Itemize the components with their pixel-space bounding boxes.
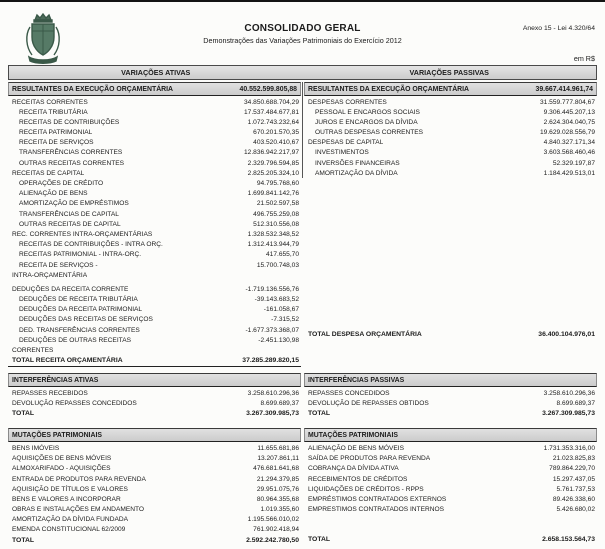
- row-value: 1.072.743.232,64: [247, 118, 299, 126]
- section-header: [304, 373, 597, 387]
- section-header: [8, 428, 301, 442]
- total-row: [8, 536, 301, 546]
- table-row: [8, 515, 301, 525]
- row-label: OUTRAS RECEITAS DE CAPITAL: [19, 220, 121, 228]
- row-label: TOTAL: [308, 410, 331, 418]
- row-label: OUTRAS RECEITAS CORRENTES: [19, 159, 125, 167]
- total-row: [8, 409, 301, 419]
- row-label: OPERAÇÕES DE CRÉDITO: [19, 180, 104, 187]
- table-row: [8, 159, 301, 169]
- interferencias-ativas-section: [8, 373, 301, 419]
- statement-body: [8, 82, 597, 546]
- row-value: -2.451.130,98: [258, 336, 299, 344]
- row-label: LIQUIDAÇÕES DE CRÉDITOS - RPPS: [308, 485, 424, 493]
- row-label: REPASSES RECEBIDOS: [12, 389, 88, 397]
- table-row: [8, 475, 301, 485]
- table-row: [304, 444, 597, 454]
- row-value: 9.306.445.207,13: [543, 108, 595, 116]
- report-title: CONSOLIDADO GERAL: [244, 23, 361, 34]
- table-row: [8, 220, 301, 230]
- resultantes-band: [8, 82, 597, 367]
- table-row: [8, 189, 301, 199]
- table-row: [8, 98, 301, 108]
- row-label: BENS IMÓVEIS: [12, 444, 60, 452]
- row-label: DED. TRANSFERÊNCIAS CORRENTES: [19, 326, 140, 334]
- table-row: [304, 485, 597, 495]
- table-row: [8, 326, 301, 336]
- row-label: RECEITA PATRIMONIAL: [19, 129, 93, 137]
- table-row: [8, 148, 301, 158]
- row-value: 670.201.570,35: [253, 129, 299, 137]
- row-value: 89.426.338,60: [552, 495, 595, 503]
- table-row: [8, 336, 301, 346]
- row-label: DEDUÇÕES DE OUTRAS RECEITAS: [19, 336, 131, 344]
- section-title: MUTAÇÕES PATRIMONIAIS: [12, 431, 102, 439]
- total-row: [304, 409, 597, 419]
- section-title: RESULTANTES DA EXECUÇÃO ORÇAMENTÁRIA: [308, 85, 470, 93]
- row-value: 29.951.075,76: [256, 485, 299, 493]
- row-label: DEVOLUÇÃO REPASSES CONCEDIDOS: [12, 400, 137, 408]
- row-label: OUTRAS DESPESAS CORRENTES: [315, 129, 424, 137]
- row-label: RECEITA DE SERVIÇOS: [19, 139, 94, 147]
- table-row: [8, 250, 301, 260]
- row-value: 2.825.205.324,10: [247, 169, 299, 177]
- spacer: [304, 179, 597, 330]
- table-row: [8, 346, 301, 356]
- row-value: 2.658.153.564,73: [542, 536, 595, 544]
- table-row: [304, 148, 597, 158]
- table-row: [8, 444, 301, 454]
- row-label: DEDUÇÕES DE RECEITA TRIBUTÁRIA: [19, 296, 138, 304]
- section-total: 39.667.414.961,74: [535, 85, 593, 93]
- row-value: 34.850.688.704,29: [243, 98, 299, 106]
- table-row: [8, 210, 301, 220]
- section-rows: [304, 96, 597, 179]
- table-row: [8, 199, 301, 209]
- row-label: ALIENAÇÃO DE BENS MÓVEIS: [308, 444, 405, 452]
- resultantes-ativas-section: [8, 82, 301, 367]
- row-label: INVERSÕES FINANCEIRAS: [315, 159, 400, 167]
- section-title: INTERFERÊNCIAS PASSIVAS: [308, 376, 405, 384]
- row-label: AQUISIÇÃO DE TÍTULOS E VALORES: [12, 485, 128, 493]
- row-value: 94.795.768,60: [256, 180, 299, 187]
- section-header: [304, 428, 597, 442]
- row-label: RECEITAS DE CONTRIBUIÇÕES: [19, 118, 120, 126]
- table-row: [8, 305, 301, 315]
- row-label: TOTAL: [12, 536, 35, 544]
- section-title: INTERFERÊNCIAS ATIVAS: [12, 376, 99, 384]
- mutacoes-band: [8, 428, 597, 545]
- row-label: DEVOLUÇÃO DE REPASSES OBTIDOS: [308, 400, 429, 408]
- table-row: [8, 261, 301, 271]
- column-divider: [302, 82, 303, 178]
- row-value: 3.258.610.296,36: [543, 389, 595, 397]
- row-value: 3.267.309.985,73: [246, 410, 299, 418]
- table-row: [8, 295, 301, 305]
- row-label: ENTRADA DE PRODUTOS PARA REVENDA: [12, 475, 146, 483]
- table-row: [8, 389, 301, 399]
- table-row: [304, 159, 597, 169]
- table-row: [304, 475, 597, 485]
- row-value: 11.655.681,86: [257, 444, 299, 452]
- row-value: -161.058,67: [263, 306, 299, 314]
- row-label: CORRENTES: [12, 347, 54, 354]
- table-row: [304, 464, 597, 474]
- table-row: [304, 108, 597, 118]
- variations-ativas-header: VARIAÇÕES ATIVAS: [121, 68, 191, 77]
- table-row: [8, 271, 301, 281]
- report-subtitle: Demonstrações das Variações Patrimoniais do Exercício 2012: [203, 36, 402, 45]
- table-row: [8, 230, 301, 240]
- table-row: [304, 505, 597, 515]
- row-label: ALMOXARIFADO - AQUISIÇÕES: [12, 465, 111, 473]
- row-value: 1.019.355,60: [260, 506, 299, 514]
- row-label: TOTAL: [308, 536, 331, 544]
- table-row: [8, 169, 301, 179]
- section-rows: [8, 387, 301, 409]
- table-row: [8, 118, 301, 128]
- row-value: 15.700.748,03: [256, 261, 299, 269]
- table-row: [304, 169, 597, 179]
- row-label: REC. CORRENTES INTRA-ORÇAMENTÁRIAS: [12, 230, 153, 238]
- row-value: 31.559.777.804,67: [539, 98, 595, 106]
- row-label: TRANSFERÊNCIAS DE CAPITAL: [19, 210, 119, 218]
- table-row: [304, 118, 597, 128]
- row-label: DESPESAS DE CAPITAL: [308, 139, 384, 147]
- row-value: -39.143.683,52: [254, 296, 299, 304]
- row-label: RECEITA TRIBUTÁRIA: [19, 108, 88, 116]
- row-label: COBRANÇA DA DÍVIDA ATIVA: [308, 465, 399, 473]
- row-value: 3.267.309.985,73: [542, 410, 595, 418]
- row-label: AQUISIÇÕES DE BENS MÓVEIS: [12, 455, 112, 463]
- row-value: 17.537.484.677,81: [243, 108, 299, 116]
- title-block: [0, 2, 605, 45]
- row-label: TRANSFERÊNCIAS CORRENTES: [19, 149, 123, 157]
- total-row: [304, 535, 597, 545]
- table-row: [8, 505, 301, 515]
- row-value: 21.294.379,85: [256, 475, 299, 483]
- row-value: 37.285.289.820,15: [242, 357, 299, 365]
- row-value: -7.315,52: [271, 316, 299, 324]
- row-value: -1.677.373.368,07: [245, 326, 299, 334]
- row-label: EMENDA CONSTITUCIONAL 62/2009: [12, 526, 126, 534]
- row-label: INTRA-ORÇAMENTÁRIA: [12, 271, 88, 279]
- table-row: [304, 138, 597, 148]
- section-title: RESULTANTES DA EXECUÇÃO ORÇAMENTÁRIA: [12, 85, 174, 93]
- table-row: [8, 108, 301, 118]
- row-value: 12.836.942.217,97: [243, 149, 299, 157]
- section-header: [8, 82, 301, 96]
- table-row: [8, 315, 301, 325]
- row-value: 52.329.197,87: [552, 159, 595, 167]
- variations-header-bar: [8, 65, 597, 80]
- row-label: OBRAS E INSTALAÇÕES EM ANDAMENTO: [12, 506, 145, 514]
- section-rows: [8, 96, 301, 356]
- row-value: 13.207.861,11: [257, 455, 299, 463]
- row-value: 2.624.304.040,75: [543, 118, 595, 126]
- table-row: [304, 454, 597, 464]
- row-value: 1.699.841.142,76: [247, 190, 299, 198]
- row-label: DEDUÇÕES DA RECEITA PATRIMONIAL: [19, 306, 143, 314]
- row-label: JUROS E ENCARGOS DA DÍVIDA: [315, 118, 418, 126]
- row-label: DEDUÇÕES DA RECEITA CORRENTE: [12, 285, 129, 293]
- row-value: 476.681.641,68: [253, 465, 299, 473]
- row-value: 2.329.796.594,85: [247, 159, 299, 167]
- table-row: [8, 525, 301, 535]
- section-header: [304, 82, 597, 96]
- row-value: 36.400.104.976,01: [538, 331, 595, 338]
- row-label: INVESTIMENTOS: [315, 149, 369, 157]
- variations-passivas-header: VARIAÇÕES PASSIVAS: [409, 68, 489, 77]
- row-label: AMORTIZAÇÃO DA DÍVIDA FUNDADA: [12, 516, 129, 524]
- row-value: 8.699.689,37: [260, 400, 299, 408]
- row-label: REPASSES CONCEDIDOS: [308, 389, 390, 397]
- report-header: [0, 2, 605, 65]
- table-row: [8, 454, 301, 464]
- row-value: 1.195.566.010,02: [247, 516, 299, 524]
- table-row: [304, 128, 597, 138]
- row-value: 1.731.353.316,00: [543, 444, 595, 452]
- row-value: 512.310.556,08: [253, 220, 299, 228]
- row-value: 403.520.410,67: [253, 139, 299, 147]
- row-value: 21.023.825,83: [552, 455, 595, 463]
- row-value: 3.258.610.296,36: [247, 389, 299, 397]
- row-value: 80.964.355,68: [256, 495, 299, 503]
- table-row: [8, 128, 301, 138]
- table-row: [304, 98, 597, 108]
- row-label: EMPRESTIMOS CONTRATADOS INTERNOS: [308, 506, 445, 514]
- row-label: SAÍDA DE PRODUTOS PARA REVENDA: [308, 455, 431, 463]
- row-label: PESSOAL E ENCARGOS SOCIAIS: [315, 108, 420, 116]
- table-row: [8, 485, 301, 495]
- currency-note: em R$: [573, 54, 595, 63]
- row-label: RECEITAS CORRENTES: [12, 98, 88, 106]
- row-value: 2.592.242.780,50: [246, 536, 299, 544]
- table-row: [8, 240, 301, 250]
- row-value: [295, 271, 299, 281]
- row-label: AMORTIZAÇÃO DE EMPRÉSTIMOS: [19, 200, 129, 208]
- row-value: 496.755.259,08: [253, 210, 299, 218]
- table-row: [304, 399, 597, 409]
- section-rows: [304, 442, 597, 515]
- row-label: RECEBIMENTOS DE CRÉDITOS: [308, 475, 408, 483]
- row-value: 19.629.028.556,79: [539, 129, 595, 137]
- table-row: [304, 389, 597, 399]
- row-value: 1.312.413.944,79: [247, 241, 299, 249]
- row-label: DESPESAS CORRENTES: [308, 98, 387, 106]
- row-label: TOTAL: [12, 410, 35, 418]
- resultantes-passivas-section: [304, 82, 597, 367]
- row-value: 789.864.229,70: [549, 465, 595, 473]
- row-label: TOTAL DESPESA ORÇAMENTÁRIA: [308, 331, 422, 338]
- interferencias-passivas-section: [304, 373, 597, 419]
- section-total: 40.552.599.805,88: [239, 85, 297, 93]
- table-row: [8, 399, 301, 409]
- row-value: [295, 346, 299, 356]
- row-label: AMORTIZAÇÃO DA DÍVIDA: [315, 169, 398, 177]
- table-row: [8, 179, 301, 189]
- table-row: [8, 495, 301, 505]
- section-header: [8, 373, 301, 387]
- row-label: RECEITAS DE CAPITAL: [12, 169, 85, 177]
- section-rows: [304, 387, 597, 409]
- section-rows: [8, 442, 301, 535]
- row-label: RECEITAS DE CONTRIBUIÇÕES - INTRA ORÇ.: [19, 241, 163, 249]
- table-row: [8, 285, 301, 295]
- total-row: [304, 330, 597, 340]
- total-row: [8, 356, 301, 367]
- section-title: MUTAÇÕES PATRIMONIAIS: [308, 431, 398, 439]
- table-row: [8, 138, 301, 148]
- mutacoes-ativas-section: [8, 428, 301, 545]
- row-value: 5.426.680,02: [556, 506, 595, 514]
- row-label: ALIENAÇÃO DE BENS: [19, 190, 88, 198]
- city-coat-of-arms-icon: [22, 11, 64, 66]
- row-label: EMPRÉSTIMOS CONTRATADOS EXTERNOS: [308, 495, 447, 503]
- table-row: [8, 464, 301, 474]
- row-value: 4.840.327.171,34: [543, 139, 595, 147]
- row-value: 21.502.597,58: [256, 200, 299, 208]
- row-value: 761.902.418,94: [253, 526, 299, 534]
- row-label: DEDUÇÕES DAS RECEITAS DE SERVIÇOS: [19, 316, 153, 324]
- row-value: 1.184.429.513,01: [543, 169, 595, 177]
- row-label: RECEITAS PATRIMONIAL - INTRA-ORÇ.: [19, 251, 142, 259]
- row-value: 5.761.737,53: [556, 485, 595, 493]
- table-row: [304, 495, 597, 505]
- annex-reference: Anexo 15 - Lei 4.320/64: [522, 25, 595, 32]
- row-value: 15.297.437,05: [552, 475, 595, 483]
- row-value: 1.328.532.348,52: [247, 230, 299, 238]
- row-value: 3.603.568.460,46: [543, 149, 595, 157]
- row-label: BENS E VALORES A INCORPORAR: [12, 495, 121, 503]
- row-value: 8.699.689,37: [556, 400, 595, 408]
- interferencias-band: [8, 373, 597, 419]
- row-label: TOTAL RECEITA ORÇAMENTÁRIA: [12, 357, 123, 365]
- row-label: RECEITA DE SERVIÇOS -: [19, 261, 98, 269]
- row-value: -1.719.136.556,76: [245, 285, 299, 293]
- row-value: 417.655,70: [265, 251, 299, 259]
- mutacoes-passivas-section: [304, 428, 597, 545]
